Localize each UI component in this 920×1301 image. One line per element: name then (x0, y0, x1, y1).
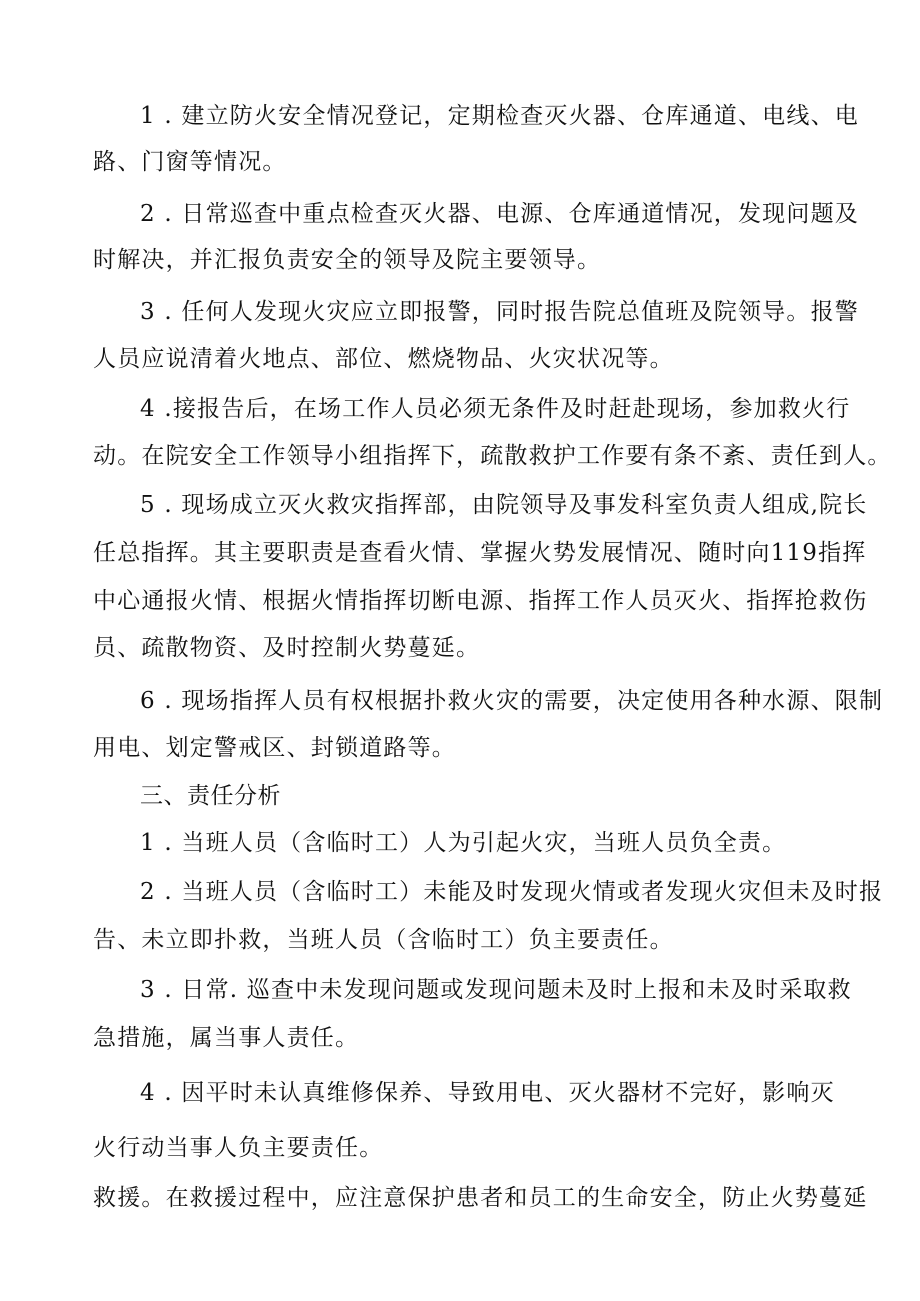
item-2-4-line-1: 4 .接报告后，在场工作人员必须无条件及时赶赴现场，参加救火行 (140, 396, 851, 422)
item-3-4-line-1: 4 . 因平时未认真维修保养、导致用电、灭火器材不完好，影响灭 (140, 1080, 835, 1106)
item-2-5-line-3: 中心通报火情、根据火情指挥切断电源、指挥工作人员灭火、指挥抢救伤 (93, 588, 868, 614)
trailing-paragraph-line: 救援。在救援过程中，应注意保护患者和员工的生命安全，防止火势蔓延 (93, 1185, 868, 1211)
item-3-4-line-2: 火行动当事人负主要责任。 (93, 1135, 384, 1161)
item-2-4-line-2: 动。在院安全工作领导小组指挥下，疏散救护工作要有条不紊、责任到人。 (93, 443, 892, 469)
item-2-5-line-4: 员、疏散物资、及时控制火势蔓延。 (93, 635, 481, 661)
item-2-1-line-1: 1 . 建立防火安全情况登记，定期检查灭火器、仓库通道、电线、电 (140, 103, 859, 129)
item-3-2-line-1: 2 . 当班人员（含临时工）未能及时发现火情或者发现火灾但未及时报 (140, 879, 884, 905)
item-2-5-line-2: 任总指挥。其主要职责是查看火情、掌握火势发展情况、随时向119指挥 (93, 540, 867, 566)
item-3-1-line-1: 1 . 当班人员（含临时工）人为引起火灾，当班人员负全责。 (140, 830, 787, 856)
item-3-3-line-2: 急措施，属当事人责任。 (93, 1025, 360, 1051)
item-2-3-line-1: 3 . 任何人发现火灾应立即报警，同时报告院总值班及院领导。报警 (140, 299, 859, 325)
item-2-5-line-1: 5 . 现场成立灭火救灾指挥部，由院领导及事发科室负责人组成,院长 (140, 492, 868, 518)
item-2-3-line-2: 人员应说清着火地点、部位、燃烧物品、火灾状况等。 (93, 346, 674, 372)
item-2-2-line-1: 2 . 日常巡查中重点检查灭火器、电源、仓库通道情况，发现问题及 (140, 201, 859, 227)
item-3-2-line-2: 告、未立即扑救，当班人员（含临时工）负主要责任。 (93, 927, 674, 953)
item-2-6-line-2: 用电、划定警戒区、封锁道路等。 (93, 735, 456, 761)
item-2-2-line-2: 时解决，并汇报负责安全的领导及院主要领导。 (93, 247, 602, 273)
section-heading: 三、责任分析 (140, 783, 281, 809)
item-2-6-line-1: 6 . 现场指挥人员有权根据扑救火灾的需要，决定使用各种水源、限制 (140, 688, 884, 714)
item-3-3-line-1: 3 . 日常. 巡查中未发现问题或发现问题未及时上报和未及时采取救 (140, 977, 852, 1003)
item-2-1-line-2: 路、门窗等情况。 (93, 149, 287, 175)
